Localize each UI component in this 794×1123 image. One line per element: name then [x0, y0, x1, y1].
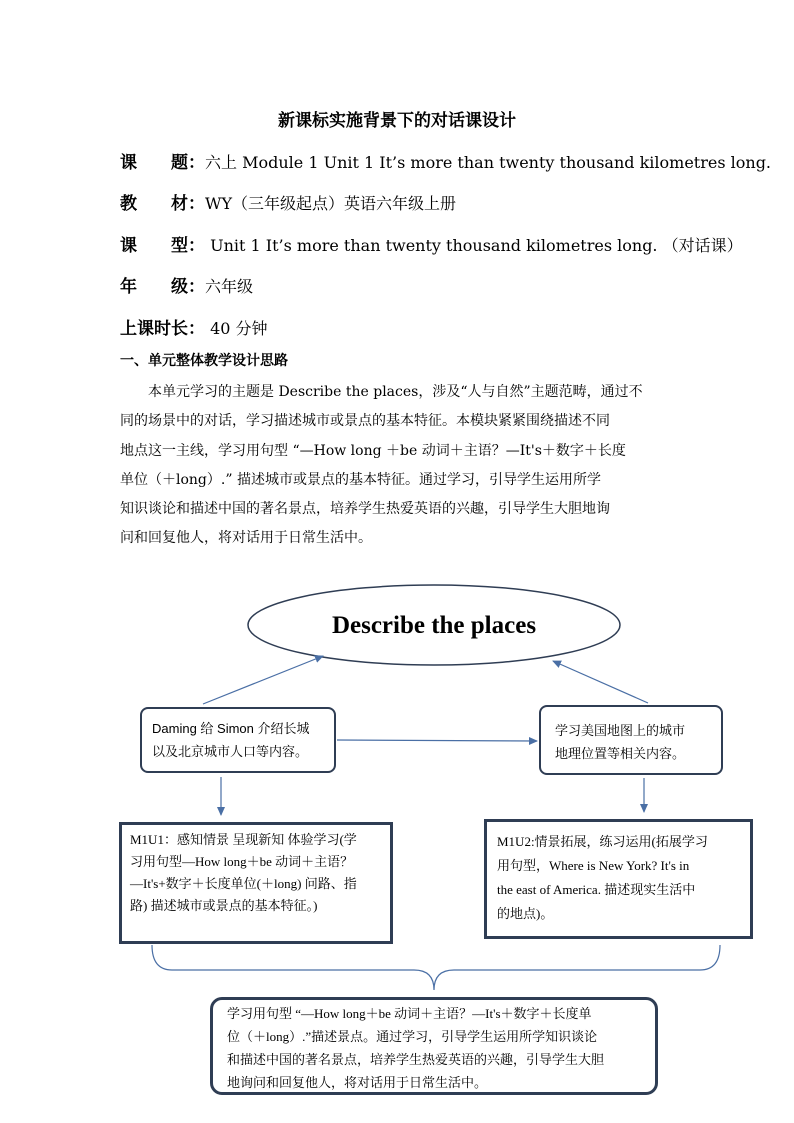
- field-lesson-type-label: 课 型：: [120, 236, 205, 256]
- box-line: Daming 给 Simon 介绍长城: [152, 721, 310, 736]
- box-line: 地理位置等相关内容。: [555, 746, 686, 761]
- center-title: Describe the places: [331, 612, 537, 639]
- box-line: —It's+数字＋长度单位(＋long) 问路、指: [130, 876, 357, 891]
- arrow-left-to-center: [203, 656, 323, 704]
- field-grade-value: 六年级: [205, 277, 254, 296]
- box-line: 路) 描述城市或景点的基本特征。): [130, 898, 318, 913]
- box-line: 地询问和回复他人，将对话用于日常生活中。: [227, 1075, 488, 1090]
- box-line: M1U1：感知情景 呈现新知 体验学习(学: [130, 832, 357, 847]
- field-topic-label: 课 题：: [120, 153, 205, 173]
- box-line: 学习美国地图上的城市: [555, 723, 686, 738]
- paragraph-line: 问和回复他人，将对话用于日常生活中。: [120, 530, 372, 547]
- field-duration-value: 40 分钟: [205, 319, 268, 338]
- field-grade-label: 年 级：: [120, 277, 205, 297]
- paragraph-line: 地点这一主线，学习用句型 “—How long ＋be 动词＋主语？—It's＋数字＋长度: [120, 442, 626, 459]
- field-lesson-type-value: Unit 1 It’s more than twenty thousand kilometres long. （对话课）: [205, 236, 743, 255]
- box-line: 和描述中国的著名景点，培养学生热爱英语的兴趣，引导学生大胆: [227, 1052, 605, 1067]
- box-line: 习用句型—How long＋be 动词＋主语？: [130, 854, 354, 869]
- field-textbook-value: WY（三年级起点）英语六年级上册: [205, 194, 457, 213]
- arrow-right-to-center: [553, 661, 648, 703]
- box-line: 用句型，Where is New York? It's in: [497, 858, 690, 873]
- box-m1u2-detail: [484, 819, 753, 939]
- field-textbook-label: 教 材：: [120, 194, 205, 214]
- box-line: 的地点)。: [497, 906, 554, 921]
- box-m1u1-detail: [119, 822, 393, 944]
- paragraph-line: 同的场景中的对话，学习描述城市或景点的基本特征。本模块紧紧围绕描述不同: [120, 413, 610, 430]
- box-line: the east of America. 描述现实生活中: [497, 882, 696, 897]
- box-line: 以及北京城市人口等内容。: [152, 744, 309, 759]
- page-title: 新课标实施背景下的对话课设计: [278, 111, 516, 131]
- field-topic-value: 六上 Module 1 Unit 1 It’s more than twenty thousand kilometres long.: [205, 153, 772, 172]
- field-duration-label: 上课时长：: [120, 319, 205, 339]
- paragraph-line: 本单元学习的主题是 Describe the places，涉及“人与自然”主题范畴，通过不: [148, 384, 643, 400]
- box-line: 学习用句型 “—How long＋be 动词＋主语？—It's＋数字＋长度单: [227, 1006, 592, 1021]
- paragraph-line: 知识谈论和描述中国的著名景点，培养学生热爱英语的兴趣，引导学生大胆地询: [120, 501, 610, 518]
- box-line: 位（＋long）.”描述景点。通过学习，引导学生运用所学知识谈论: [227, 1029, 598, 1044]
- section-heading: 一、单元整体教学设计思路: [120, 353, 288, 369]
- box-m1u1-intro: [140, 707, 336, 773]
- paragraph-line: 单位（＋long）.” 描述城市或景点的基本特征。通过学习，引导学生运用所学: [120, 471, 601, 488]
- brace-connector: [152, 945, 720, 990]
- box-line: M1U2:情景拓展，练习运用(拓展学习: [497, 834, 708, 849]
- box-summary: [210, 997, 658, 1095]
- box-m1u2-intro: [539, 705, 723, 775]
- arrow-left-to-right: [337, 740, 537, 741]
